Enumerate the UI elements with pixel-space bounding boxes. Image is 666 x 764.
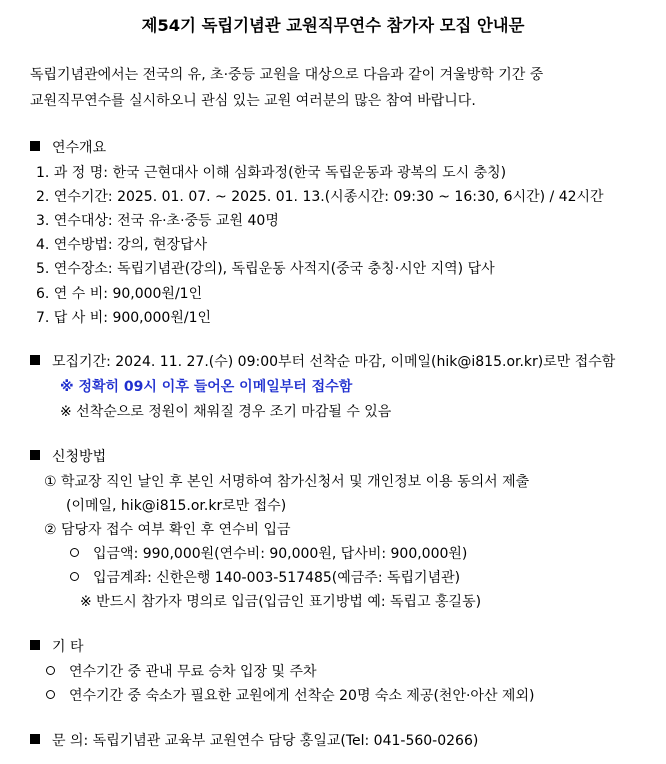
apply-sub-note: ※ 반드시 참가자 명의로 입금(입금인 표기방법 예: 독립고 홍길동) bbox=[80, 594, 482, 610]
overview-item-target: 3. 연수대상: 전국 유·초·중등 교원 40명 bbox=[36, 213, 279, 229]
apply-step-2: ② 담당자 접수 여부 확인 후 연수비 입금 bbox=[44, 522, 291, 538]
square-bullet-icon bbox=[30, 734, 40, 744]
apply-step-1-cont: (이메일, hik@i815.or.kr로만 접수) bbox=[66, 498, 287, 514]
intro-line-2: 교원직무연수를 실시하오니 관심 있는 교원 여러분의 많은 참여 바랍니다. bbox=[30, 93, 476, 109]
overview-item-method: 4. 연수방법: 강의, 현장답사 bbox=[36, 237, 208, 253]
recruit-note: ※ 선착순으로 정원이 채워질 경우 조기 마감될 수 있음 bbox=[60, 404, 392, 420]
overview-item-trip-fee: 7. 답 사 비: 900,000원/1인 bbox=[36, 310, 212, 326]
apply-sub-amount: 입금액: 990,000원(연수비: 90,000원, 답사비: 900,000원) bbox=[70, 543, 467, 563]
square-bullet-icon bbox=[30, 640, 40, 650]
etc-item-1: 연수기간 중 관내 무료 승차 입장 및 주차 bbox=[46, 661, 317, 681]
circle-bullet-icon bbox=[46, 666, 55, 675]
square-bullet-icon bbox=[30, 355, 40, 365]
contact-line bbox=[30, 730, 478, 750]
overview-item-course: 1. 과 정 명: 한국 근현대사 이해 심화과정(한국 독립운동과 광복의 도시 충칭) bbox=[36, 165, 507, 181]
overview-section-heading bbox=[30, 137, 106, 157]
overview-item-place: 5. 연수장소: 독립기념관(강의), 독립운동 사적지(중국 충칭·시안 지역) 답사 bbox=[36, 261, 495, 277]
contact-text: 문 의: 독립기념관 교육부 교원연수 담당 홍일교(Tel: 041-560-0266) bbox=[52, 733, 479, 749]
page-title: 제54기 독립기념관 교원직무연수 참가자 모집 안내문 bbox=[141, 16, 525, 35]
etc-item-2: 연수기간 중 숙소가 필요한 교원에게 선착순 20명 숙소 제공(천안·아산 제외) bbox=[46, 685, 534, 705]
circle-bullet-icon bbox=[70, 572, 79, 581]
apply-section-heading bbox=[30, 446, 106, 466]
square-bullet-icon bbox=[30, 141, 40, 151]
apply-heading: 신청방법 bbox=[52, 449, 107, 465]
square-bullet-icon bbox=[30, 450, 40, 460]
circle-bullet-icon bbox=[46, 690, 55, 699]
recruit-section-heading bbox=[30, 351, 615, 371]
apply-sub-account: 입금계좌: 신한은행 140-003-517485(예금주: 독립기념관) bbox=[70, 567, 460, 587]
overview-item-fee: 6. 연 수 비: 90,000원/1인 bbox=[36, 286, 203, 302]
overview-heading: 연수개요 bbox=[52, 140, 107, 156]
recruit-heading: 모집기간: 2024. 11. 27.(수) 09:00부터 선착순 마감, 이메일(hik@i815.or.kr)로만 접수함 bbox=[52, 354, 616, 370]
intro-line-1: 독립기념관에서는 전국의 유, 초·중등 교원을 대상으로 다음과 같이 겨울방학 기간 중 bbox=[30, 67, 544, 83]
overview-item-period: 2. 연수기간: 2025. 01. 07. ~ 2025. 01. 13.(시종시간: 09:30 ~ 16:30, 6시간) / 42시간 bbox=[36, 189, 604, 205]
etc-heading: 기 타 bbox=[52, 639, 84, 655]
circle-bullet-icon bbox=[70, 548, 79, 557]
etc-section-heading bbox=[30, 636, 84, 656]
recruit-note-strong: ※ 정확히 09시 이후 들어온 이메일부터 접수함 bbox=[60, 379, 353, 395]
apply-step-1: ① 학교장 직인 날인 후 본인 서명하여 참가신청서 및 개인정보 이용 동의서 제출 bbox=[44, 474, 530, 490]
